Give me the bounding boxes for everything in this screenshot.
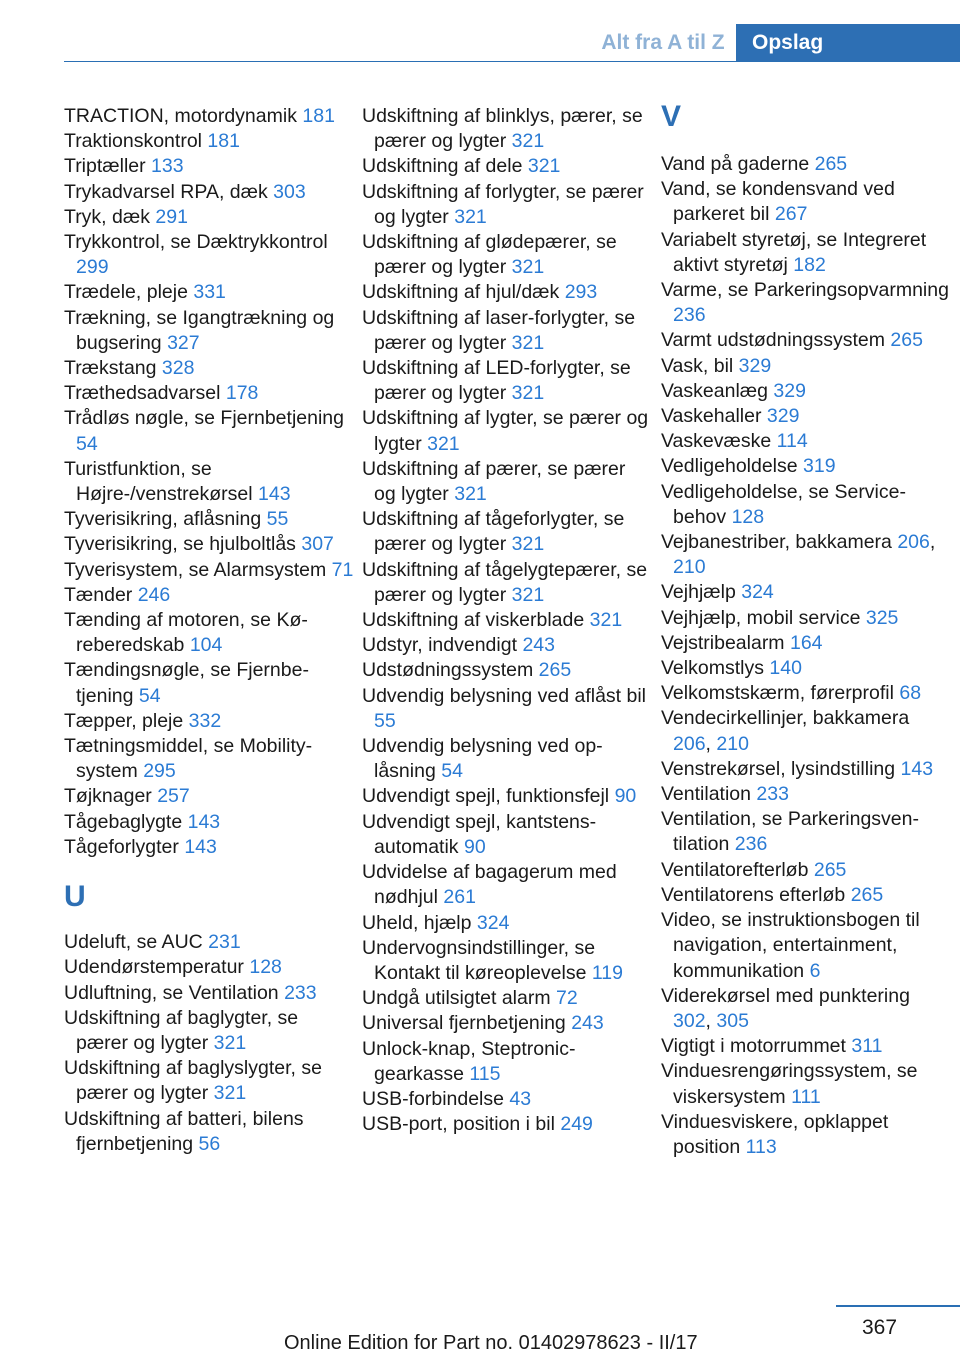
index-entry [362,810,652,860]
page-link[interactable]: 291 [155,205,188,228]
page-link[interactable]: 119 [591,961,623,984]
index-entry-text: Tætningsmiddel, se Mobility-system [64,735,313,783]
page-link[interactable]: 321 [454,483,487,506]
index-entry-text: Udeluft, se AUC [64,931,203,954]
index-entry-text: Udskiftning af baglyslygter, se pærer og lygter [64,1057,322,1105]
page-link[interactable]: 319 [803,455,836,478]
index-entry [362,608,652,633]
page-link[interactable]: 265 [890,329,923,352]
index-entry-text: Uheld, hjælp [362,911,472,934]
index-entry [64,205,354,230]
index-entry-text: Tyverisikring, aflåsning [64,508,262,531]
index-entry [362,406,652,456]
page-link[interactable]: 111 [791,1085,821,1108]
page-link[interactable]: 321 [511,382,545,405]
index-entry-text: Tøjknager [64,785,152,808]
page-link[interactable]: 54 [138,684,161,707]
index-entry-text: Vinduesviskere, opklappet position [661,1110,889,1158]
index-entry [362,1011,652,1036]
index-entry-text: Udvendigt spejl, funktionsfejl [362,785,610,808]
index-entry [64,129,354,154]
index-entry [64,306,354,356]
index-letter-heading: V [661,100,682,133]
index-letter-heading: U [64,880,86,914]
index-entry [362,104,652,154]
page-link[interactable]: 321 [511,331,545,354]
page-link[interactable]: 321 [454,205,487,228]
index-entry [661,530,951,580]
index-entry [362,633,652,658]
index-entry-text: Vigtigt i motorrummet [661,1035,846,1058]
page-link[interactable]: 303 [273,180,306,203]
index-entry [64,1006,354,1056]
page-link[interactable]: 43 [509,1087,532,1110]
index-entry-text: Udskiftning af dele [362,155,523,178]
index-entry [64,381,354,406]
header-rule [64,61,960,62]
index-entry-text: Trækstang [64,357,157,380]
index-entry-text: Venstrekørsel, lysindstilling [661,757,896,780]
index-entry [362,280,652,305]
index-entry [661,152,951,177]
page-link[interactable]: 321 [511,130,545,153]
footer-rule [836,1305,960,1307]
page-link[interactable]: 68 [899,682,922,705]
page-link[interactable]: 321 [589,609,623,632]
index-entry [64,104,354,129]
index-entry-text: Vejbanestriber, bakkamera [661,531,892,554]
index-entry [661,908,951,984]
index-entry [64,532,354,557]
index-entry [661,379,951,404]
index-entry [661,782,951,807]
index-entry-text: Udstyr, indvendigt [362,634,518,657]
index-entry [661,1110,951,1160]
page-link[interactable]: 246 [137,583,171,606]
index-entry [362,230,652,280]
index-entry-text: Udskiftning af hjul/dæk [362,281,560,304]
page-link[interactable]: 55 [374,709,396,732]
index-entry-text: Triptæller [64,155,146,178]
index-entry [64,558,354,583]
index-entry-text: Vaskehaller [661,405,762,428]
index-entry [362,457,652,507]
index-entry [64,406,354,456]
page-link[interactable]: 143 [184,835,217,858]
index-entry-text: Vejhjælp, mobil service [661,606,861,629]
page-link[interactable]: 321 [427,432,460,455]
page-link[interactable]: 299 [76,256,109,279]
page-link[interactable]: 267 [774,203,808,226]
index-entry [661,228,951,278]
index-entry-text: Vejhjælp [661,581,736,604]
index-entry-text: Udskiftning af laser-forlygter, se pærer og lygter [362,306,636,354]
index-entry [64,1107,354,1157]
index-entry [64,784,354,809]
page-link[interactable]: 182 [793,253,826,276]
index-entry-text: Varmt udstødningssystem [661,329,885,352]
index-entry-text: Unlock-knap, Steptronic-gearkasse [362,1037,576,1085]
page-link[interactable]: 233 [756,783,789,806]
index-entry-text: Turistfunktion, se Højre-/venstrekørsel [64,457,253,506]
index-entry-text: Vaskevæske [661,430,772,453]
index-entry [661,480,951,530]
index-entry [362,1112,652,1137]
index-column-3 [661,100,951,1160]
page-link[interactable]: 293 [564,281,598,304]
index-entry [64,457,354,507]
page-link[interactable]: 54 [441,760,463,783]
index-entry-text: Udvendigt spejl, kantstensautomatik [362,810,597,858]
index-entry-text: Viderekørsel med punktering [661,984,910,1007]
page-number: 367 [862,1316,898,1339]
index-entry [64,1056,354,1106]
page-link[interactable]: 302 [673,1009,706,1032]
index-entry-text: Universal fjernbetjening [362,1012,566,1035]
page-link[interactable]: 90 [614,785,637,808]
index-entry [661,606,951,631]
page-link[interactable]: 331 [193,281,226,304]
index-entry-text: USB-forbindelse [362,1087,504,1110]
page-link[interactable]: 128 [731,505,765,528]
index-entry-text: Tyverisikring, se hjulboltlås [64,533,296,556]
index-column-1 [64,104,354,1157]
index-entry-text: Vask, bil [661,354,734,377]
index-entry-text: Trækning, se Igangtrækning og bugsering [64,306,335,354]
page-link[interactable]: 181 [302,105,335,127]
index-entry-text: Velkomstskærm, førerprofil [661,682,894,705]
index-entry [661,656,951,681]
chapter-tab[interactable]: Opslag [736,24,960,62]
index-entry [64,280,354,305]
page-link[interactable]: 265 [814,153,848,175]
index-entry-text: Træthedsadvarsel [64,382,221,405]
index-entry [64,810,354,835]
index-entry [64,180,354,205]
index-entry [362,356,652,406]
page-link[interactable]: 115 [469,1062,501,1085]
page-link[interactable]: 178 [225,382,259,405]
index-entry-text: Udvendig belysning ved oplåsning [362,735,603,783]
index-entry-text: Velkomstlys [661,657,764,680]
index-entry [661,1059,951,1109]
page-link[interactable]: 54 [76,432,98,455]
index-entry-text: Ventilatorens efterløb [661,883,846,906]
index-entry [64,930,354,955]
index-entry [362,180,652,230]
page-link[interactable]: 236 [734,833,768,856]
index-entry-text: Udskiftning af lygter, se pærer og lygter [362,407,649,455]
index-entry-text: Ventilatorefterløb [661,858,809,881]
index-entry-text: Variabelt styretøj, se Integreret aktivt styretøj [661,228,927,276]
index-entry [64,734,354,784]
page-link[interactable]: 71 [331,558,354,581]
index-entry [64,583,354,608]
index-entry-text: Ventilation, se Parkeringsventilation [661,808,919,856]
page-link[interactable]: 321 [511,583,545,606]
page-link[interactable]: 295 [143,760,176,783]
index-entry-text: Tryk, dæk [64,205,150,228]
index-entry-text: Udskiftning af tågelygtepærer, se pærer og lygter [362,558,648,606]
page-link[interactable]: 257 [157,785,190,808]
index-entry [64,709,354,734]
index-entry [661,706,951,756]
index-entry-text: Varme, se Parkeringsopvarmning [661,279,949,302]
page-link[interactable]: 329 [766,405,800,428]
index-entry [64,955,354,980]
page-link[interactable]: 133 [151,155,184,178]
index-entry-text: Tyverisystem, se Alarmsystem [64,558,327,581]
page-link[interactable]: 328 [161,357,195,380]
index-entry [661,454,951,479]
index-entry-text: Udskiftning af baglygter, se pærer og lygter [64,1006,299,1054]
index-entry-text: Trådløs nøgle, se Fjernbetjening [64,407,344,430]
index-entry [661,278,951,328]
page-link[interactable]: 206 [897,531,930,554]
index-entry-text: Undervognsindstillinger, se Kontakt til køreoplevelse [362,936,596,984]
index-entry [64,835,354,860]
index-entry-text: Vand på gaderne [661,153,810,175]
index-entry [362,658,652,683]
page-link[interactable]: 332 [188,709,222,732]
index-entry-text: Trykadvarsel RPA, dæk [64,180,268,203]
index-entry-text: Udskiftning af viskerblade [362,609,585,632]
index-entry [661,1034,951,1059]
index-entry-text: Vedligeholdelse [661,455,798,478]
index-entry [661,328,951,353]
index-entry [64,981,354,1006]
page-link[interactable]: 311 [851,1035,883,1058]
page-link[interactable]: 210 [673,556,706,579]
page-link[interactable]: 329 [738,354,772,377]
index-entry [661,580,951,605]
index-entry-text: Tændingsnøgle, se Fjernbetjening [64,659,309,707]
index-entry-text: Udskiftning af LED-forlygter, se pærer og lygter [362,357,631,405]
edition-footer: Online Edition for Part no. 01402978623 - II/17 [284,1332,698,1354]
index-entry-text: Ventilation [661,783,751,806]
section-tab[interactable]: Alt fra A til Z [601,30,725,54]
index-entry [362,986,652,1011]
page-link[interactable]: 321 [213,1082,247,1105]
index-entry-text: Tågeforlygter [64,835,179,858]
page-link[interactable]: 143 [258,483,291,506]
page-link[interactable]: 210 [716,732,749,755]
page-link[interactable]: 243 [522,634,555,657]
page-link[interactable]: 305 [716,1009,749,1032]
index-entry-text: Udskiftning af glødepærer, se pærer og lygter [362,231,617,279]
index-entry-text: Tænding af motoren, se Køreberedskab [64,609,308,657]
page-link[interactable]: 243 [571,1012,604,1035]
index-entry-text: Udskiftning af pærer, se pærer og lygter [362,457,626,506]
index-entry-text: Traktionskontrol [64,130,202,153]
index-entry [661,858,951,883]
page-link[interactable]: 6 [809,959,821,982]
page-link[interactable]: 113 [745,1135,777,1158]
page-link[interactable]: 249 [560,1113,593,1136]
page-link[interactable]: 236 [673,304,706,327]
index-entry [64,356,354,381]
page-link[interactable]: 128 [249,956,282,979]
index-entry-text: Udskiftning af blinklys, pærer, se pærer og lygter [362,105,643,153]
index-entry-text: Tænder [64,583,133,606]
page-link[interactable]: 90 [463,835,486,858]
page-link[interactable]: 321 [511,533,545,556]
index-entry [362,154,652,179]
page-link[interactable]: 104 [189,634,223,657]
index-entry-text: Vaskeanlæg [661,379,768,402]
page-link[interactable]: 325 [865,606,899,629]
index-entry-text: Vinduesrengøringssystem, se viskersystem [661,1060,918,1108]
page-link[interactable]: 233 [284,981,317,1004]
index-entry [362,684,652,734]
page-link[interactable]: 307 [301,533,334,556]
index-entry-text: TRACTION, motordynamik [64,105,297,127]
page-link[interactable]: 143 [900,757,934,780]
index-entry [362,306,652,356]
index-entry [362,936,652,986]
page-separator: , [705,1009,711,1032]
index-entry [64,507,354,532]
page-link[interactable]: 164 [789,631,823,654]
index-entry-text: Tågebaglygte [64,810,183,833]
page-link[interactable]: 231 [208,931,241,954]
index-entry-text: Vendecirkellinjer, bakkamera [661,707,910,730]
index-entry-text: Undgå utilsigtet alarm [362,987,551,1010]
index-entry [661,807,951,857]
page-link[interactable]: 324 [476,911,510,934]
index-entry-text: Video, se instruktionsbogen til navigation, entertainment, kommunikation [661,909,920,982]
index-entry [661,757,951,782]
page-link[interactable]: 140 [769,657,802,680]
page-link[interactable]: 55 [266,508,289,531]
index-entry-text: Udluftning, se Ventilation [64,981,279,1004]
page-separator: , [929,531,936,554]
index-entry-text: Tæpper, pleje [64,709,184,732]
index-entry [661,177,951,227]
index-entry-text: USB-port, position i bil [362,1113,555,1136]
page-link[interactable]: 114 [776,430,808,453]
index-entry [362,911,652,936]
index-entry [661,681,951,706]
page-link[interactable]: 321 [527,155,561,178]
index-entry [362,1087,652,1112]
index-entry [64,230,354,280]
index-entry-text: Udvidelse af bagagerum med nødhjul [362,861,617,909]
page-link[interactable]: 321 [511,256,545,279]
index-entry-text: Udskiftning af batteri, bilens fjernbetjening [64,1107,304,1155]
index-entry [661,354,951,379]
index-entry-text: Vand, se kondensvand ved parkeret bil [661,178,895,226]
page-separator: , [705,732,711,755]
index-entry-text: Trædele, pleje [64,281,188,304]
index-entry [661,883,951,908]
index-entry [362,734,652,784]
page-link[interactable]: 329 [773,379,806,402]
index-entry-text: Vedligeholdelse, se Servicebehov [661,480,906,528]
index-column-2 [362,104,652,1137]
page-link[interactable]: 143 [187,810,221,833]
index-entry [362,784,652,809]
page-link[interactable]: 321 [213,1031,247,1054]
index-entry [362,860,652,910]
index-entry-text: Udskiftning af tågeforlygter, se pærer og lygter [362,508,625,556]
index-entry [661,631,951,656]
page-link[interactable]: 265 [538,659,572,682]
page-link[interactable]: 324 [741,581,774,604]
page-link[interactable]: 265 [850,883,884,906]
page-link[interactable]: 261 [443,886,476,909]
page-link[interactable]: 206 [673,732,706,755]
index-entry-text: Udvendig belysning ved aflåst bil [362,684,647,707]
index-entry [661,429,951,454]
index-entry [362,507,652,557]
index-entry [64,608,354,658]
page-link[interactable]: 72 [556,987,578,1010]
index-entry-text: Udstødningssystem [362,659,534,682]
page-link[interactable]: 327 [167,331,200,354]
index-entry-text: Udskiftning af forlygter, se pærer og lygter [362,180,644,228]
page-link[interactable]: 181 [207,130,240,153]
index-entry [661,984,951,1034]
index-entry [362,1037,652,1087]
index-entry-text: Trykkontrol, se Dæktrykkontrol [64,231,328,254]
index-entry-text: Udendørstemperatur [64,956,244,979]
index-entry-text: Vejstribealarm [661,631,785,654]
page-link[interactable]: 265 [813,858,847,881]
page-link[interactable]: 56 [198,1132,221,1155]
index-entry [362,558,652,608]
index-entry [64,658,354,708]
index-entry [661,404,951,429]
page-header [0,0,960,62]
index-entry [64,154,354,179]
